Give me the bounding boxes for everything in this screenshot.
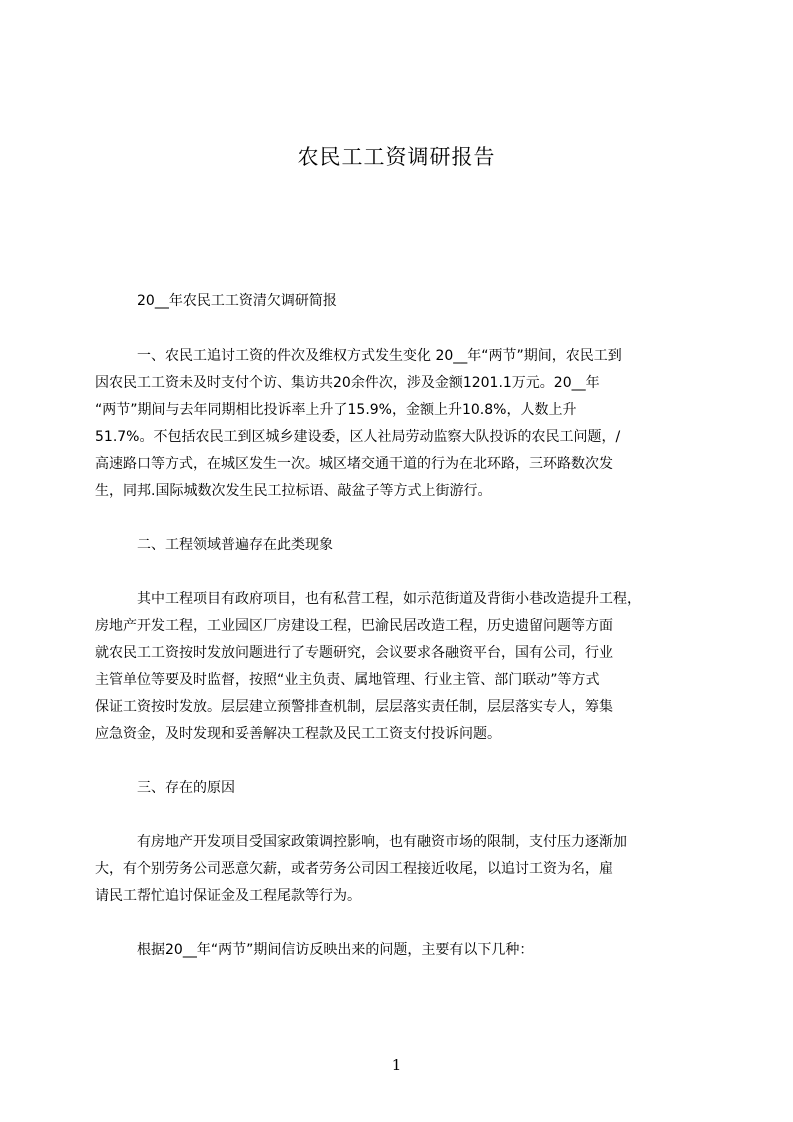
paragraph-line: 主管单位等要及时监督，按照“业主负责、属地管理、行业主管、部门联动”等方式 [95, 672, 600, 688]
section-heading: 三、存在的原因 [137, 780, 235, 796]
paragraph-line: 其中工程项目有政府项目，也有私营工程，如示范街道及背街小巷改造提升工程， [137, 591, 641, 607]
paragraph-line: 有房地产开发项目受国家政策调控影响，也有融资市场的限制，支付压力逐渐加 [137, 834, 627, 850]
paragraph-line: “两节”期间与去年同期相比投诉率上升了15.9%，金额上升10.8%，人数上升 [95, 402, 577, 418]
paragraph-line: 因农民工工资未及时支付个访、集访共20余件次，涉及金额1201.1万元。20__年 [95, 375, 600, 391]
document-title: 农民工工资调研报告 [297, 145, 496, 169]
paragraph-line: 高速路口等方式，在城区发生一次。城区堵交通干道的行为在北环路，三环路数次发 [95, 456, 613, 472]
section-heading: 二、工程领域普遍存在此类现象 [137, 537, 333, 553]
paragraph-line: 大，有个别劳务公司恶意欠薪，或者劳务公司因工程接近收尾，以追讨工资为名，雇 [95, 861, 613, 877]
paragraph-line: 保证工资按时发放。层层建立预警排查机制，层层落实责任制，层层落实专人，筹集 [95, 699, 613, 715]
paragraph-line: 应急资金，及时发现和妥善解决工程款及民工工资支付投诉问题。 [95, 726, 501, 742]
page-number: 1 [391, 1056, 402, 1074]
paragraph-line: 生，同邦.国际城数次发生民工拉标语、敲盆子等方式上街游行。 [95, 483, 492, 499]
paragraph-line: 房地产开发工程，工业园区厂房建设工程，巴渝民居改造工程，历史遗留问题等方面 [95, 618, 613, 634]
paragraph-line: 请民工帮忙追讨保证金及工程尾款等行为。 [95, 888, 361, 904]
paragraph-line: 一、农民工追讨工资的件次及维权方式发生变化 20__年“两节”期间，农民工到 [137, 348, 622, 364]
paragraph-line: 51.7%。不包括农民工到区城乡建设委，区人社局劳动监察大队投诉的农民工问题，/ [95, 429, 621, 445]
paragraph-line: 就农民工工资按时发放问题进行了专题研究，会议要求各融资平台，国有公司，行业 [95, 645, 613, 661]
subtitle: 20__年农民工工资清欠调研简报 [137, 293, 337, 309]
closing-line: 根据20__年“两节”期间信访反映出来的问题，主要有以下几种： [137, 942, 534, 958]
